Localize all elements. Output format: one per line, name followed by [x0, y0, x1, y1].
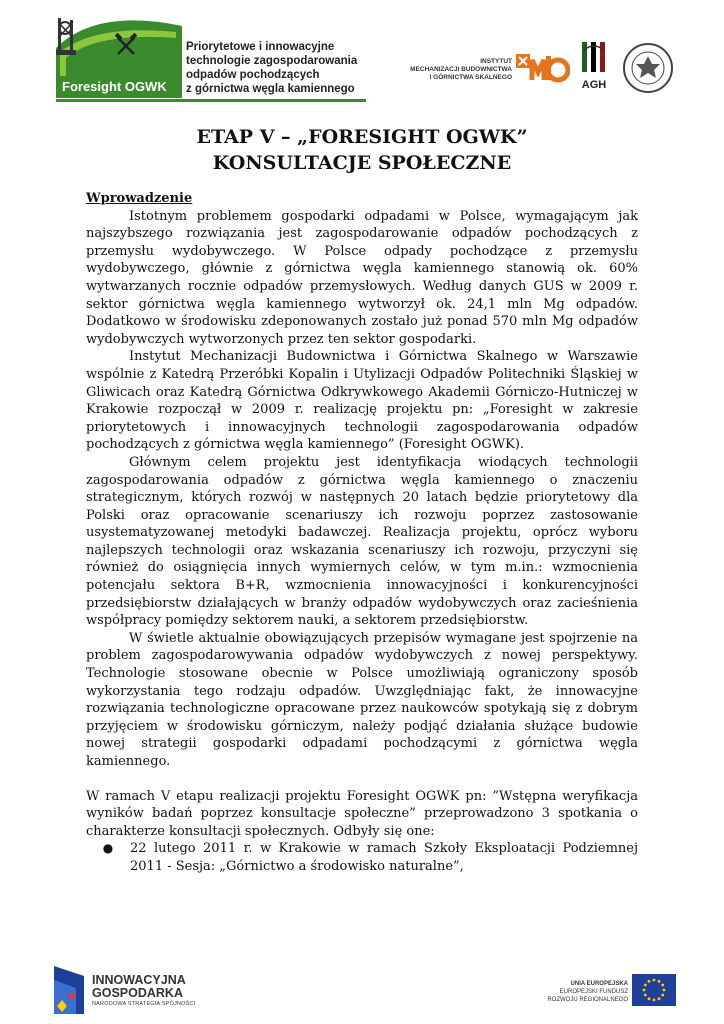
eu-flag-icon — [632, 974, 676, 1006]
agh-logo-icon — [580, 40, 608, 94]
institute-line: I GÓRNICTWA SKALNEGO — [429, 74, 512, 81]
paragraph: Istotnym problemem gospodarki odpadami w Polsce, wymagającym jak najszybszego rozwiązania jest zagospodarowanie odpadów pochodzących z przemysłu wydobywczego. W Polsce odpady pochodzące z przemysłu wydobywczego, głównie z górnictwa węgla kamiennego stanowią ok. 60% wytwarzanych rocznie odpadów przemysłowych. Według danych GUS w 2009 r. sektor górnictwa węgla kamiennego wytworzył ok. 24,1 mln Mg odpadów. Dodatkowo w środowisku zdeponowanych zostało już ponad 570 mln Mg odpadów wydobywczych wytworzonych przez ten sektor gospodarki. — [86, 208, 638, 347]
mine-tower-icon — [56, 18, 182, 78]
ig-subtitle: NARODOWA STRATEGIA SPÓJNOŚCI — [92, 1001, 196, 1007]
list-item — [86, 840, 638, 875]
eu-line-3: ROZWOJU REGIONALNEGO — [547, 997, 628, 1003]
foresight-ogwk-logo — [56, 18, 182, 98]
ig-line-2: GOSPODARKA — [92, 986, 183, 1000]
page-header — [0, 0, 724, 110]
page-title — [0, 124, 724, 176]
institute-line: INSTYTUT — [480, 58, 512, 65]
innowacyjna-gospodarka-text — [92, 974, 195, 1008]
spacer — [86, 771, 638, 788]
bullet-icon: ● — [102, 841, 114, 856]
institute-line: MECHANIZACJI BUDOWNICTWA — [410, 66, 512, 73]
eu-fund-text — [520, 980, 628, 1004]
title-line-2: KONSULTACJE SPOŁECZNE — [212, 152, 512, 174]
title-line-1: ETAP V – „FORESIGHT OGWK” — [196, 126, 528, 148]
ig-line-1: INNOWACYJNA — [92, 973, 186, 987]
document-body — [86, 190, 638, 876]
page-footer — [0, 960, 724, 1024]
header-title-line: Priorytetowe i innowacyjne — [186, 41, 335, 53]
svg-text:AGH: AGH — [581, 79, 607, 91]
header-title-line: z górnictwa węgla kamiennego — [186, 83, 355, 95]
institute-name — [400, 58, 512, 82]
paragraph: W ramach V etapu realizacji projektu Foresight OGWK pn: ”Wstępna weryfikacja wyników badań poprzez konsultacje społeczne” przeprowadzono 3 spotkania o charakterze konsultacji społecznych. Odbyły się one: — [86, 788, 638, 839]
header-title-line: odpadów pochodzących — [186, 69, 320, 81]
list-item-text: 22 lutego 2011 r. w Krakowie w ramach Szkoły Eksploatacji Podziemnej 2011 - Sesja: „Górnictwo a środowisko naturalne”, — [130, 841, 638, 874]
header-title-line: technologie zagospodarowania — [186, 55, 358, 67]
innowacyjna-gospodarka-logo-icon — [54, 966, 84, 1014]
paragraph: W świetle aktualnie obowiązujących przepisów wymagane jest spojrzenie na problem zagospodarowywania odpadów wydobywczych z nowej perspektywy. Technologie stosowane obecnie w Polsce umożliwiają ograniczony sposób wykorzystania tego rodzaju odpadów. Uwzględniając fakt, że innowacyjne rozwiązania technologiczne opracowane przez naukowców spotykają się z dobrym przyjęciem w środowisku górniczym, należy podjąć działania służące budowie nowej strategii gospodarki odpadami pochodzącymi z górnictwa węgla kamiennego. — [86, 630, 638, 769]
eu-line-2: EUROPEJSKI FUNDUSZ — [559, 989, 628, 995]
header-rule — [56, 99, 366, 102]
paragraph: Instytut Mechanizacji Budownictwa i Górnictwa Skalnego w Warszawie wspólnie z Katedrą Przeróbki Kopalin i Utylizacji Odpadów Politechniki Śląskiej w Gliwicach oraz Katedrą Górnictwa Odkrywkowego Akademii Górniczo-Hutniczej w Krakowie rozpoczął w 2009 r. realizację projektu pn: „Foresight w zakresie priorytetowych i innowacyjnych technologii zagospodarowania odpadów pochodzących z górnictwa węgla kamiennego” (Foresight OGWK). — [86, 349, 638, 453]
polsl-seal-icon — [622, 42, 674, 94]
paragraph: Głównym celem projektu jest identyfikacja wiodących technologii zagospodarowania odpadów z górnictwa węgla kamiennego o znaczeniu strategicznym, których rozwój w następnych 20 latach będzie priorytetowy dla Polski oraz opracowanie scenariuszy ich rozwoju poprzez zastosowanie usystematyzowanej metodyki badawczej. Realizacja projektu, oprócz wyboru najlepszych technologii oraz wskazania scenariuszy ich rozwoju, przyczyni się również do osiągnięcia innych wymiernych celów, w tym m.in.: wzmocnienia potencjału sektora B+R, wzmocnienia innowacyjności i konkurencyjności przedsiębiorstw działających w branży odpadów wydobywczych oraz zacieśnienia współpracy pomiędzy sektorem nauki, a sektorem przedsiębiorstw. — [86, 454, 638, 629]
section-heading: Wprowadzenie — [86, 191, 193, 206]
imbigs-logo-icon — [516, 50, 570, 86]
eu-line-1: UNIA EUROPEJSKA — [570, 981, 628, 987]
logo-badge: Foresight OGWK — [56, 76, 182, 98]
header-title — [186, 40, 376, 96]
